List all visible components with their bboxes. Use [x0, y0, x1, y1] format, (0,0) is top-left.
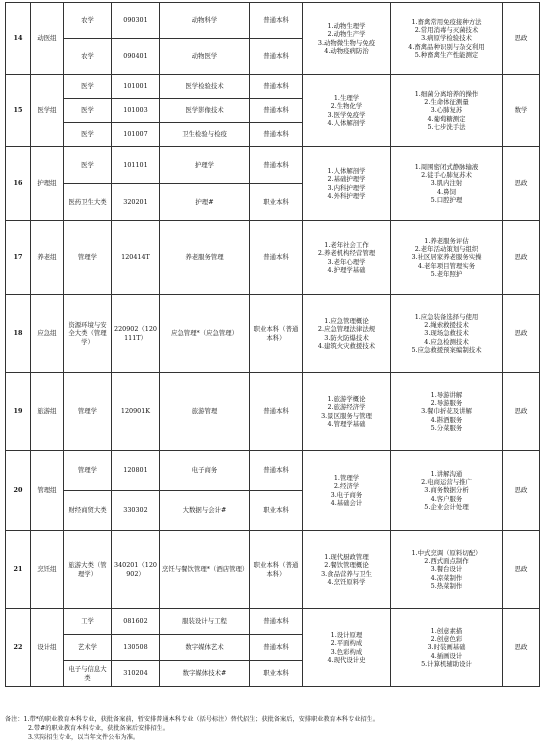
major-category: 工学 — [64, 609, 112, 635]
skill-list-item: 3.餐巾折花及讲解 — [421, 407, 472, 416]
major-category: 电子与信息大类 — [64, 661, 112, 687]
course-list-item: 3.色彩构成 — [330, 647, 363, 656]
major-code: 101007 — [112, 123, 160, 147]
table-row — [6, 609, 540, 635]
skill-list-item: 2.老年活动策划与组织 — [414, 245, 479, 254]
skill-list-item: 2.徒手心肺复苏术 — [421, 171, 472, 180]
skill-list-item: 3.社区居家养老服务实操 — [411, 253, 482, 262]
skill-list — [391, 3, 503, 75]
course-list-item: 4.基础会计 — [330, 498, 363, 507]
table-row — [6, 373, 540, 451]
skill-list-item: 4.鼻饲 — [437, 187, 456, 196]
skill-list-item: 1.导游讲解 — [430, 391, 463, 400]
course-list-item: 4.管理学基础 — [327, 419, 366, 428]
skill-list-item: 3.时装画基础 — [427, 643, 466, 652]
course-list-item: 4.建筑火灾救援技术 — [317, 341, 376, 350]
course-list-item: 1.设计原理 — [330, 631, 363, 640]
education-level: 普通本科 — [250, 3, 303, 39]
major-name: 动物科学 — [160, 3, 250, 39]
course-list-item: 3.动物微生物与免疫 — [317, 38, 376, 47]
skill-list-item: 2.创意色彩 — [430, 635, 463, 644]
major-category: 医学 — [64, 147, 112, 184]
skill-list-item: 1.创意素描 — [430, 627, 463, 636]
course-list-item: 4.现代设计史 — [327, 655, 366, 664]
course-list-item: 3.内科护理学 — [327, 183, 366, 192]
skill-list-item: 2.绳索救援技术 — [424, 321, 469, 330]
skill-list-item: 1.中式烹调（原料切配） — [411, 549, 482, 558]
major-category: 旅游大类（管理学） — [64, 531, 112, 609]
major-name: 数字媒体技术# — [160, 661, 250, 687]
skill-list-item: 4.客户服务 — [430, 494, 463, 503]
course-list — [303, 75, 391, 147]
major-code: 130508 — [112, 635, 160, 661]
group-name: 护理组 — [31, 147, 64, 221]
group-name: 设计组 — [31, 609, 64, 687]
exam-subject: 思政 — [503, 451, 540, 531]
skill-list-item: 3.商务数据分析 — [424, 486, 469, 495]
course-list-item: 2.养老机构经营管理 — [317, 249, 376, 258]
course-list — [303, 147, 391, 221]
course-list-item: 2.经济学 — [333, 482, 360, 491]
note-line-3: 3.实际招生专业，以当年文件公布为准。 — [28, 733, 140, 741]
skill-list-item: 2.生命体征测量 — [424, 98, 469, 107]
course-list-item: 1.管理学 — [333, 474, 360, 483]
education-level: 职业本科 — [250, 661, 303, 687]
course-list-item: 3.防火防爆技术 — [324, 333, 369, 342]
education-level: 普通本科 — [250, 221, 303, 295]
skill-list — [391, 147, 503, 221]
exam-subject: 思政 — [503, 147, 540, 221]
skill-list — [391, 531, 503, 609]
skill-list-item: 2.西式面点制作 — [424, 557, 469, 566]
table-row — [6, 3, 540, 39]
skill-list-item: 2.常用消毒与灭菌技术 — [414, 26, 479, 35]
table-row — [6, 147, 540, 184]
major-category: 农学 — [64, 3, 112, 39]
skill-list-item: 5.计算机辅助设计 — [421, 659, 472, 668]
group-number: 14 — [6, 3, 31, 75]
skill-list-item: 4.葡萄糖测定 — [427, 114, 466, 123]
notes-section — [5, 716, 539, 743]
course-list-item: 2.应急管理法律法规 — [317, 325, 376, 334]
note-line-1: 备注：1.带*的职业教育本科专业，获批备案前，暂安排普通本科专业（括号标注）替代招生；获批备案后，安排职业教育本科专业招生。 — [5, 716, 380, 723]
skill-list-item: 5.七步洗手法 — [427, 122, 466, 131]
group-number: 21 — [6, 531, 31, 609]
exam-subject: 数学 — [503, 75, 540, 147]
group-name: 动医组 — [31, 3, 64, 75]
course-list-item: 1.生理学 — [333, 94, 360, 103]
major-category: 管理学 — [64, 373, 112, 451]
table-row — [6, 531, 540, 609]
skill-list — [391, 221, 503, 295]
skill-list-item: 3.现场急救技术 — [424, 329, 469, 338]
group-number: 18 — [6, 295, 31, 373]
group-number: 20 — [6, 451, 31, 531]
course-list — [303, 3, 391, 75]
major-name: 卫生检验与检疫 — [160, 123, 250, 147]
major-category: 医学 — [64, 99, 112, 123]
major-code: 101003 — [112, 99, 160, 123]
skill-list-item: 5.种畜禽生产性能测定 — [414, 50, 479, 59]
skill-list-item: 4.老年项目管理实务 — [417, 261, 476, 270]
education-level: 普通本科 — [250, 123, 303, 147]
major-category: 财经商贸大类 — [64, 491, 112, 531]
major-category: 农学 — [64, 39, 112, 75]
course-list-item: 3.电子商务 — [330, 490, 363, 499]
course-list-item: 4.人体解剖学 — [327, 118, 366, 127]
education-level: 普通本科 — [250, 609, 303, 635]
major-code: 090401 — [112, 39, 160, 75]
education-level: 普通本科 — [250, 451, 303, 491]
skill-list — [391, 295, 503, 373]
group-number: 17 — [6, 221, 31, 295]
education-level: 职业本科 — [250, 491, 303, 531]
course-list-item: 1.现代厨政管理 — [324, 553, 369, 562]
education-level: 普通本科 — [250, 635, 303, 661]
skill-list-item: 1.讲解沟通 — [430, 470, 463, 479]
major-code: 320201 — [112, 184, 160, 221]
education-level: 职业本科（普通本科） — [250, 531, 303, 609]
major-code: 340201（120902） — [112, 531, 160, 609]
skill-list — [391, 609, 503, 687]
course-list — [303, 221, 391, 295]
table-row — [6, 295, 540, 373]
skill-list-item: 1.养老服务评估 — [424, 237, 469, 246]
major-name: 应急管理*（应急管理） — [160, 295, 250, 373]
major-name: 大数据与会计# — [160, 491, 250, 531]
major-code: 101001 — [112, 75, 160, 99]
skill-list-item: 5.应急救援预案编制技术 — [411, 345, 482, 354]
major-code: 310204 — [112, 661, 160, 687]
skill-list-item: 5.口腔护理 — [430, 195, 463, 204]
group-name: 旅游组 — [31, 373, 64, 451]
education-level: 普通本科 — [250, 99, 303, 123]
skill-list-item: 4.凉菜制作 — [430, 573, 463, 582]
major-category: 管理学 — [64, 451, 112, 491]
group-name: 医学组 — [31, 75, 64, 147]
major-name: 护理# — [160, 184, 250, 221]
skill-list-item: 1.周围密闭式静脉输液 — [414, 163, 479, 172]
major-code: 101101 — [112, 147, 160, 184]
education-level: 普通本科 — [250, 373, 303, 451]
exam-subject: 思政 — [503, 609, 540, 687]
major-name: 医学影像技术 — [160, 99, 250, 123]
group-name: 管理组 — [31, 451, 64, 531]
exam-subject: 思政 — [503, 221, 540, 295]
group-name: 应急组 — [31, 295, 64, 373]
course-list-item: 4.动物疫病防治 — [324, 46, 369, 55]
group-number: 22 — [6, 609, 31, 687]
skill-list-item: 2.导游服务 — [430, 399, 463, 408]
note-line-2: 2.带#的职业教育本科专业，获批备案后安排招生。 — [28, 724, 170, 732]
skill-list-item: 5.老年照护 — [430, 269, 463, 278]
skill-list-item: 1.应急装备选择与使用 — [414, 313, 479, 322]
education-level: 普通本科 — [250, 39, 303, 75]
course-list-item: 4.外科护理学 — [327, 191, 366, 200]
major-category: 医学 — [64, 123, 112, 147]
skill-list — [391, 75, 503, 147]
major-name: 养老服务管理 — [160, 221, 250, 295]
group-number: 15 — [6, 75, 31, 147]
course-list — [303, 295, 391, 373]
course-list-item: 1.应急管理概论 — [324, 317, 369, 326]
course-list — [303, 373, 391, 451]
skill-list-item: 4.斟酒服务 — [430, 415, 463, 424]
course-list-item: 1.旅游学概论 — [327, 395, 366, 404]
education-level: 普通本科 — [250, 147, 303, 184]
course-list-item: 2.平面构成 — [330, 639, 363, 648]
skill-list — [391, 373, 503, 451]
course-list-item: 3.医学免疫学 — [327, 110, 366, 119]
major-name: 数字媒体艺术 — [160, 635, 250, 661]
course-list-item: 1.动物生理学 — [327, 22, 366, 31]
major-category: 管理学 — [64, 221, 112, 295]
skill-list-item: 4.插画设计 — [430, 651, 463, 660]
major-name: 旅游管理 — [160, 373, 250, 451]
major-category: 艺术学 — [64, 635, 112, 661]
skill-list-item: 3.餐台设计 — [430, 565, 463, 574]
major-category: 医药卫生大类 — [64, 184, 112, 221]
course-list-item: 1.人体解剖学 — [327, 167, 366, 176]
major-code: 330302 — [112, 491, 160, 531]
major-name: 动物医学 — [160, 39, 250, 75]
skill-list-item: 3.心肺复苏 — [430, 106, 463, 115]
exam-subject: 思政 — [503, 373, 540, 451]
major-code: 120414T — [112, 221, 160, 295]
course-list — [303, 609, 391, 687]
skill-list-item: 4.应急检测技术 — [424, 337, 469, 346]
course-list-item: 4.烹饪原料学 — [327, 577, 366, 586]
course-list-item: 3.景区服务与管理 — [321, 411, 372, 420]
education-level: 职业本科（普通本科） — [250, 295, 303, 373]
course-list-item: 2.基础护理学 — [327, 175, 366, 184]
major-name: 护理学 — [160, 147, 250, 184]
skill-list-item: 1.畜禽常用免疫接种方法 — [411, 18, 482, 27]
course-list-item: 1.老年社会工作 — [324, 241, 369, 250]
course-list-item: 2.餐饮管理概论 — [324, 561, 369, 570]
major-name: 电子商务 — [160, 451, 250, 491]
skill-list-item: 5.热菜制作 — [430, 581, 463, 590]
education-level: 职业本科 — [250, 184, 303, 221]
course-list-item: 3.食品营养与卫生 — [321, 569, 372, 578]
table-row — [6, 75, 540, 99]
group-number: 19 — [6, 373, 31, 451]
skill-list-item: 4.畜禽品种识别与杂交利用 — [408, 42, 485, 51]
major-category: 资源环境与安全大类（管理学） — [64, 295, 112, 373]
group-name: 烹饪组 — [31, 531, 64, 609]
exam-subject: 思政 — [503, 531, 540, 609]
skill-list-item: 2.电商运营与推广 — [421, 478, 472, 487]
major-code: 120901K — [112, 373, 160, 451]
skill-list — [391, 451, 503, 531]
group-number: 16 — [6, 147, 31, 221]
skill-list-item: 5.分菜服务 — [430, 423, 463, 432]
table-row — [6, 451, 540, 491]
course-list — [303, 451, 391, 531]
enrollment-table — [5, 2, 540, 687]
skill-list-item: 3.病原学检验技术 — [421, 34, 472, 43]
table-row — [6, 221, 540, 295]
skill-list-item: 3.肌内注射 — [430, 179, 463, 188]
major-code: 090301 — [112, 3, 160, 39]
course-list-item: 4.护理学基础 — [327, 265, 366, 274]
major-name: 烹饪与餐饮管理*（酒店管理） — [160, 531, 250, 609]
skill-list-item: 5.企业会计处理 — [424, 502, 469, 511]
major-name: 服装设计与工程 — [160, 609, 250, 635]
major-code: 120801 — [112, 451, 160, 491]
course-list-item: 3.老年心理学 — [327, 257, 366, 266]
major-name: 医学检验技术 — [160, 75, 250, 99]
course-list-item: 2.生物化学 — [330, 102, 363, 111]
exam-subject: 思政 — [503, 295, 540, 373]
major-code: 220902（120111T） — [112, 295, 160, 373]
group-name: 养老组 — [31, 221, 64, 295]
major-category: 医学 — [64, 75, 112, 99]
exam-subject: 思政 — [503, 3, 540, 75]
course-list-item: 2.动物生产学 — [327, 30, 366, 39]
skill-list-item: 1.细菌分离培养的操作 — [414, 90, 479, 99]
course-list-item: 2.旅游经济学 — [327, 403, 366, 412]
major-code: 081602 — [112, 609, 160, 635]
course-list — [303, 531, 391, 609]
education-level: 普通本科 — [250, 75, 303, 99]
